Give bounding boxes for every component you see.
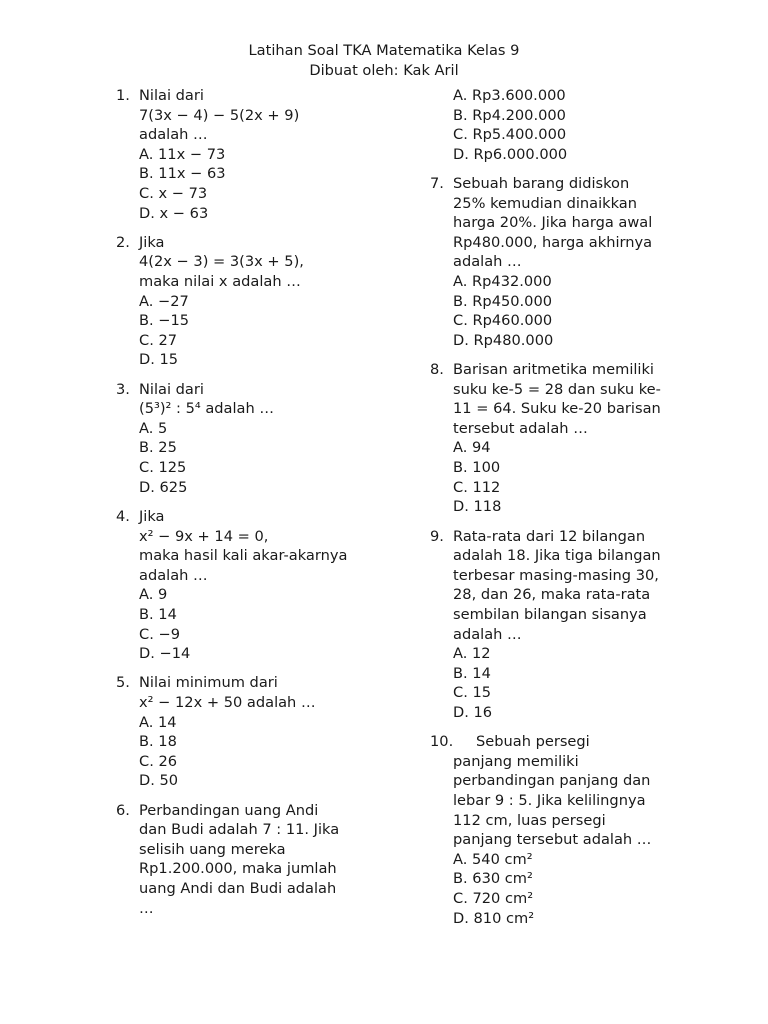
option-b: B. 100: [453, 459, 501, 477]
document-author: Dibuat oleh: Kak Aril: [309, 61, 459, 79]
option-c: C. 26: [139, 752, 178, 770]
question-10: [430, 732, 685, 928]
option-c: C. x − 73: [139, 184, 208, 202]
option-b: B. 630 cm²: [453, 870, 533, 888]
question-1: [116, 86, 366, 223]
option-c: C. Rp460.000: [453, 312, 553, 330]
right-column: [430, 86, 685, 938]
option-b: B. 11x − 63: [139, 165, 226, 183]
option-d: D. 16: [453, 703, 493, 721]
question-number: 8.: [430, 361, 444, 379]
option-a: A. 5: [139, 419, 168, 437]
question-number: 4.: [116, 507, 130, 525]
question-number: 2.: [116, 233, 130, 251]
document-header: [0, 41, 768, 80]
option-b: B. Rp4.200.000: [453, 106, 566, 124]
option-a: A. 540 cm²: [453, 850, 533, 868]
option-d: D. Rp480.000: [453, 331, 554, 349]
question-7: [430, 174, 685, 350]
question-text: panjang memiliki perbandingan panjang dan lebar 9 : 5. Jika kelilingnya 112 cm, luas persegi panjang tersebut adalah …: [453, 752, 652, 849]
question-2: [116, 233, 366, 370]
option-d: D. 118: [453, 498, 502, 516]
option-c: C. 27: [139, 331, 178, 349]
option-b: B. −15: [139, 312, 190, 330]
question-number: 3.: [116, 380, 130, 398]
left-column: [116, 86, 366, 928]
option-a: A. Rp432.000: [453, 273, 552, 291]
question-text: Rata-rata dari 12 bilangan adalah 18. Jika tiga bilangan terbesar masing-masing 30, 28, dan 26, maka rata-rata sembilan bilangan sisanya adalah …: [453, 527, 661, 643]
option-a: A. 12: [453, 645, 491, 663]
document-title: Latihan Soal TKA Matematika Kelas 9: [248, 42, 520, 59]
question-8: [430, 360, 685, 517]
option-a: A. 9: [139, 586, 168, 604]
option-c: C. 112: [453, 478, 501, 496]
option-d: D. 50: [139, 772, 179, 790]
question-number: 1.: [116, 87, 130, 104]
question-4: [116, 507, 366, 664]
option-d: D. 810 cm²: [453, 909, 535, 927]
option-d: D. 15: [139, 351, 179, 369]
option-c: C. 720 cm²: [453, 889, 534, 907]
option-a: A. 94: [453, 439, 491, 457]
question-text: Jika x² − 9x + 14 = 0, maka hasil kali akar-akarnya adalah …: [139, 507, 348, 584]
question-text: Nilai dari (5³)² : 5⁴ adalah …: [139, 380, 274, 418]
question-number: 5.: [116, 674, 130, 692]
question-text: Nilai minimum dari x² − 12x + 50 adalah …: [139, 674, 316, 711]
option-d: D. x − 63: [139, 204, 209, 222]
option-d: D. 625: [139, 478, 188, 496]
option-b: B. 14: [139, 605, 177, 623]
question-text-first-line: Sebuah persegi: [476, 733, 590, 751]
option-d: D. −14: [139, 645, 191, 663]
option-b: B. Rp450.000: [453, 292, 553, 310]
question-number: 9.: [430, 527, 444, 545]
option-a: A. 14: [139, 713, 177, 731]
question-number: 10.: [430, 733, 454, 751]
option-d: D. Rp6.000.000: [453, 145, 568, 163]
question-text: Barisan aritmetika memiliki suku ke-5 = 28 dan suku ke- 11 = 64. Suku ke-20 barisan tersebut adalah …: [453, 361, 661, 437]
option-c: C. 15: [453, 684, 492, 702]
option-a: A. −27: [139, 292, 189, 310]
option-b: B. 14: [453, 664, 491, 682]
option-a: A. Rp3.600.000: [453, 87, 566, 104]
option-c: C. 125: [139, 459, 187, 477]
question-text: Nilai dari 7(3x − 4) − 5(2x + 9) adalah …: [139, 87, 300, 144]
option-a: A. 11x − 73: [139, 145, 226, 163]
question-6: [116, 801, 366, 919]
question-text: Sebuah barang didiskon 25% kemudian dinaikkan harga 20%. Jika harga awal Rp480.000, harga akhirnya adalah …: [453, 175, 653, 271]
question-text: Jika 4(2x − 3) = 3(3x + 5), maka nilai x adalah …: [139, 233, 304, 291]
option-b: B. 25: [139, 439, 177, 457]
option-b: B. 18: [139, 733, 177, 751]
question-5: [116, 673, 366, 791]
question-3: [116, 380, 366, 498]
option-c: C. Rp5.400.000: [453, 126, 567, 144]
question-6-options: [430, 86, 685, 164]
question-text: Perbandingan uang Andi dan Budi adalah 7 : 11. Jika selisih uang mereka Rp1.200.000, maka jumlah uang Andi dan Budi adalah …: [139, 801, 340, 917]
question-number: 6.: [116, 801, 130, 819]
question-9: [430, 527, 685, 723]
question-number: 7.: [430, 175, 444, 193]
option-c: C. −9: [139, 625, 180, 643]
